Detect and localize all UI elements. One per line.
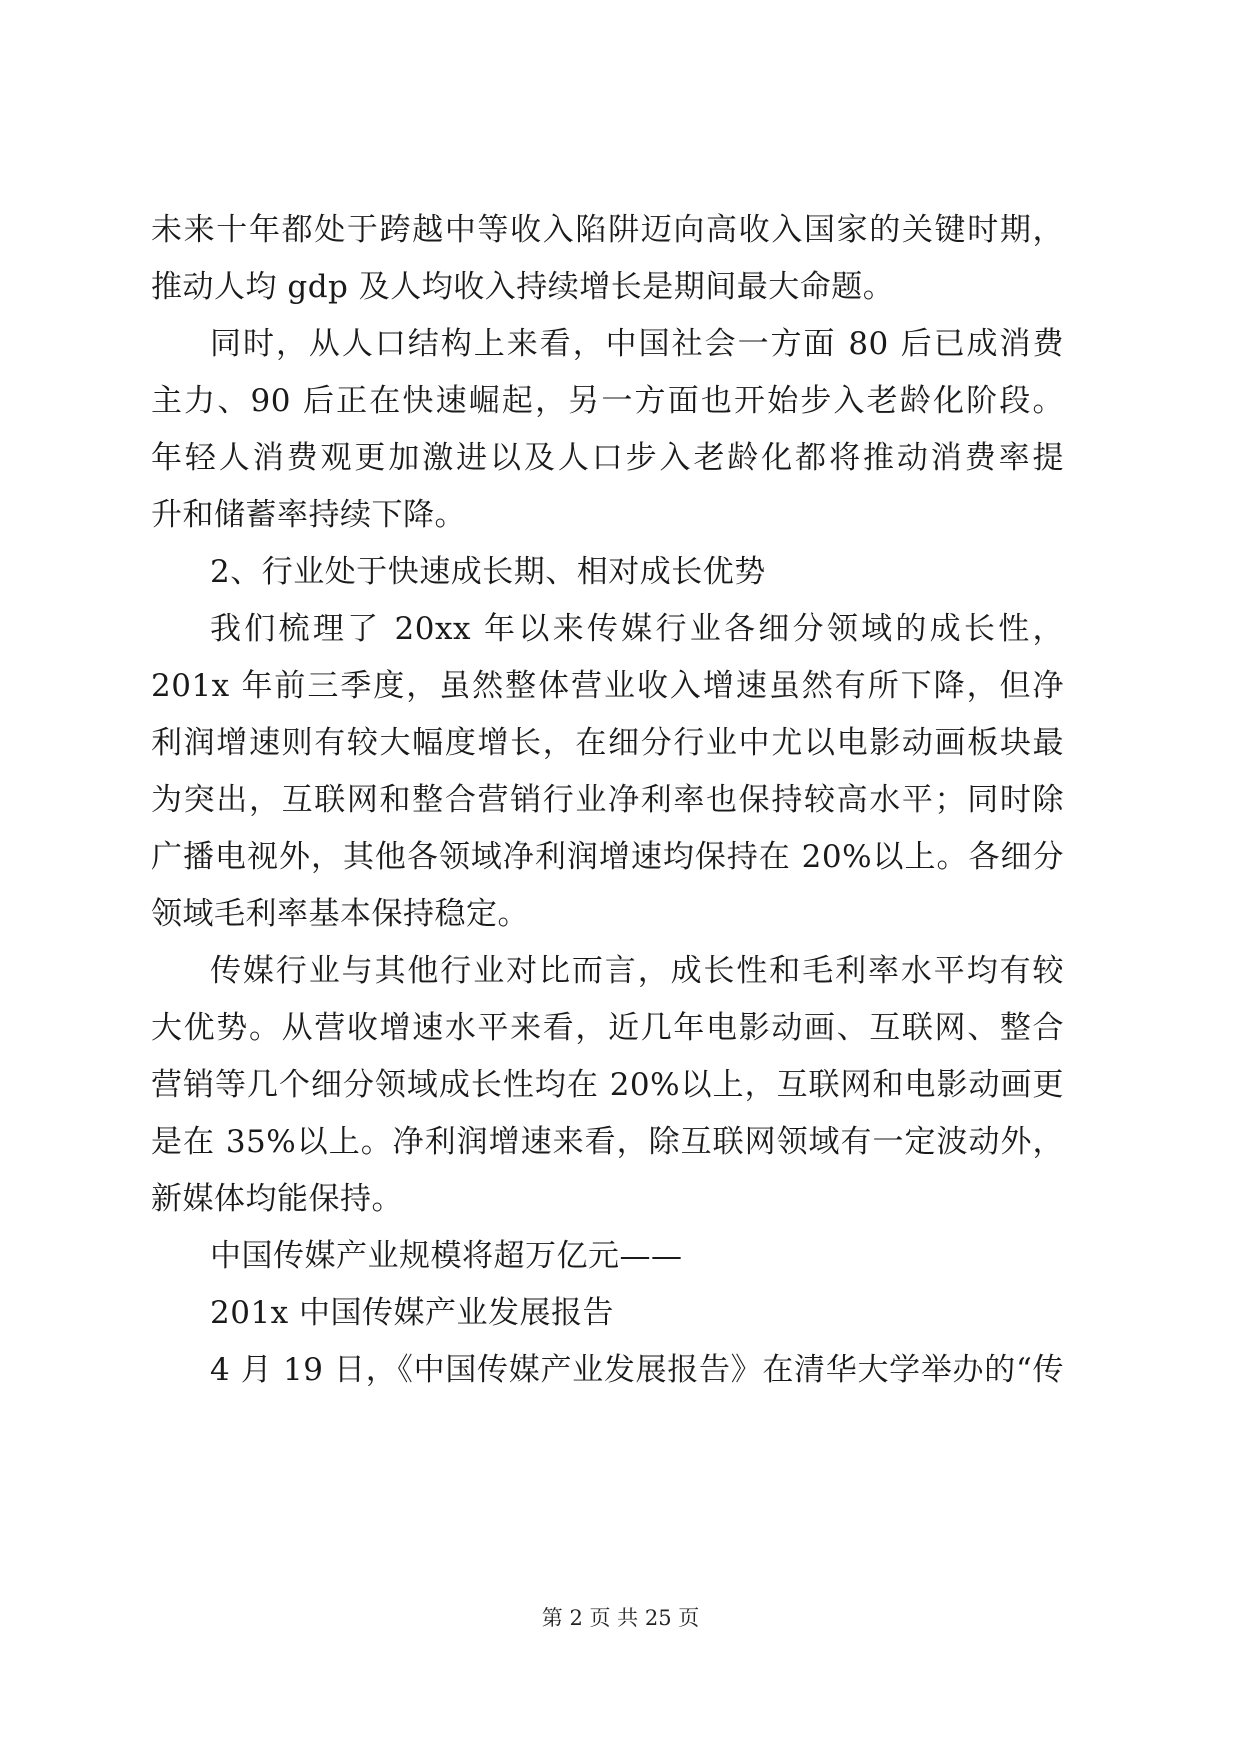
text-line: 年轻人消费观更加激进以及人口步入老龄化都将推动消费率提 [151,440,1064,476]
text-line: 广播电视外，其他各领域净利润增速均保持在 20%以上。各细分 [151,839,1064,875]
text-line: 领域毛利率基本保持稳定。 [151,896,529,932]
text-line: 我们梳理了 20xx 年以来传媒行业各细分领域的成长性， [210,611,1064,647]
article-subtitle-line: 201x 中国传媒产业发展报告 [210,1295,615,1331]
text-line: 201x 年前三季度，虽然整体营业收入增速虽然有所下降，但净 [151,668,1064,704]
text-line: 大优势。从营收增速水平来看，近几年电影动画、互联网、整合 [151,1010,1064,1046]
text-line: 推动人均 gdp 及人均收入持续增长是期间最大命题。 [151,269,895,305]
text-line: 营销等几个细分领域成长性均在 20%以上，互联网和电影动画更 [151,1067,1064,1103]
text-line: 主力、90 后正在快速崛起，另一方面也开始步入老龄化阶段。 [151,383,1064,419]
text-line: 4 月 19 日，《中国传媒产业发展报告》在清华大学举办的“传 [210,1352,1064,1388]
text-line: 为突出，互联网和整合营销行业净利率也保持较高水平；同时除 [151,782,1064,818]
section-heading: 2、行业处于快速成长期、相对成长优势 [210,554,766,590]
text-line: 是在 35%以上。净利润增速来看，除互联网领域有一定波动外， [151,1124,1064,1160]
text-line: 未来十年都处于跨越中等收入陷阱迈向高收入国家的关键时期， [151,212,1064,248]
page-number: 第 2 页 共 25 页 [541,1606,700,1630]
text-line: 同时，从人口结构上来看，中国社会一方面 80 后已成消费 [210,326,1064,362]
text-line: 传媒行业与其他行业对比而言，成长性和毛利率水平均有较 [210,953,1064,989]
article-title-line: 中国传媒产业规模将超万亿元—— [210,1238,683,1274]
text-line: 升和储蓄率持续下降。 [151,497,466,533]
text-line: 新媒体均能保持。 [151,1181,403,1217]
text-line: 利润增速则有较大幅度增长，在细分行业中尤以电影动画板块最 [151,725,1064,761]
